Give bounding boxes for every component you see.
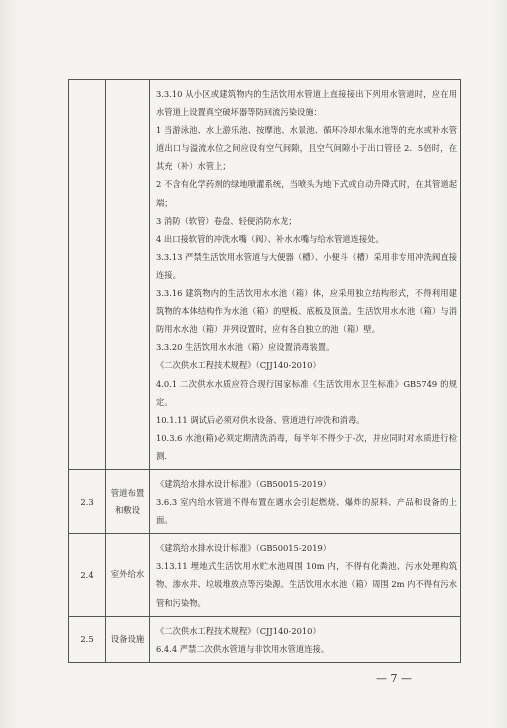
table-row (69, 534, 461, 616)
item-number: 2.5 (69, 616, 106, 662)
clause-6-4-4: 6.4.4 严禁二次供水管道与非饮用水管道连接。 (156, 643, 330, 654)
standard-title: 《二次供水工程技术规程》（CJJ140-2010） (156, 625, 321, 636)
item-name: 设备设施 (106, 616, 150, 662)
clause-4-0-1: 4.0.1 二次供水水质应符合现行国家标准《生活饮用水卫生标准》GB5749 的规定。 (156, 378, 457, 407)
clause-3-6-3: 3.6.3 室内给水管道不得布置在遇水会引起燃烧、爆炸的原料、产品和设备的上面。 (156, 497, 457, 526)
table-row (69, 616, 461, 662)
requirement-cell (150, 534, 461, 616)
requirement-cell (150, 80, 461, 470)
standard-title: 《二次供水工程技术规程》（CJJ140-2010） (156, 360, 321, 371)
standard-title: 《建筑给水排水设计标准》（GB50015-2019） (156, 478, 332, 489)
clause-3-3-16: 3.3.16 建筑物内的生活饮用水水池（箱）体，应采用独立结构形式，不得利用建筑物的本体结构作为水池（箱）的壁板、底板及顶盖。生活饮用水水池（箱）与消防用水水池（箱）并列设置时，应有各自独立的池（箱）壁。 (156, 288, 457, 335)
item-name: 管道布置和敷设 (106, 469, 150, 533)
table-row (69, 469, 461, 533)
clause-3-13-11: 3.13.11 埋地式生活饮用水贮水池周围 10m 内，不得有化粪池、污水处理构筑物、渗水井、垃圾堆放点等污染源。生活饮用水水池（箱）周围 2m 内不得有污水管和污染物。 (156, 561, 457, 608)
requirement-cell (150, 469, 461, 533)
standards-table (68, 79, 461, 663)
clause-3-3-13: 3.3.13 严禁生活饮用水管道与大便器（槽）、小便斗（槽）采用非专用冲洗阀直接连接。 (156, 251, 457, 280)
clause-item-2: 2 不含有化学药剂的绿地喷灌系统，当喷头为地下式或自动升降式时，在其管道起端； (156, 179, 457, 208)
clause-item-3: 3 消防（软管）卷盘、轻便消防水龙； (156, 215, 297, 226)
clause-item-4: 4 出口接软管的冲洗水嘴（阀）、补水水嘴与给水管道连接处。 (156, 233, 384, 244)
clause-10-3-6: 10.3.6 水池(箱)必须定期清洗消毒，每半年不得少于-次，并应同时对水质进行检测. (156, 432, 457, 461)
item-number: 2.4 (69, 534, 106, 616)
item-number-cell (69, 80, 106, 470)
item-name-cell (106, 80, 150, 470)
page-number: — 7 — (376, 672, 412, 685)
standard-title: 《建筑给水排水设计标准》（GB50015-2019） (156, 543, 332, 554)
requirement-cell (150, 616, 461, 662)
clause-3-3-20: 3.3.20 生活饮用水水池（箱）应设置消毒装置。 (156, 342, 335, 353)
clause-3-3-10: 3.3.10 从小区或建筑物内的生活饮用水管道上直接接出下列用水管道时，应在用水管道上设置真空破坏器等防回流污染设施： (156, 89, 457, 118)
table-row (69, 80, 461, 470)
clause-item-1: 1 当游泳池、水上游乐池、按摩池、水景池、循环冷却水集水池等的充水或补水管道出口与溢流水位之间应设有空气间隙，且空气间隙小于出口管径 2．5倍时，在其充（补）水管上； (156, 125, 457, 172)
item-name: 室外给水 (106, 534, 150, 616)
clause-10-1-11: 10.1.11 调试后必须对供水设备、管道进行冲洗和消毒。 (156, 414, 365, 425)
item-number: 2.3 (69, 469, 106, 533)
